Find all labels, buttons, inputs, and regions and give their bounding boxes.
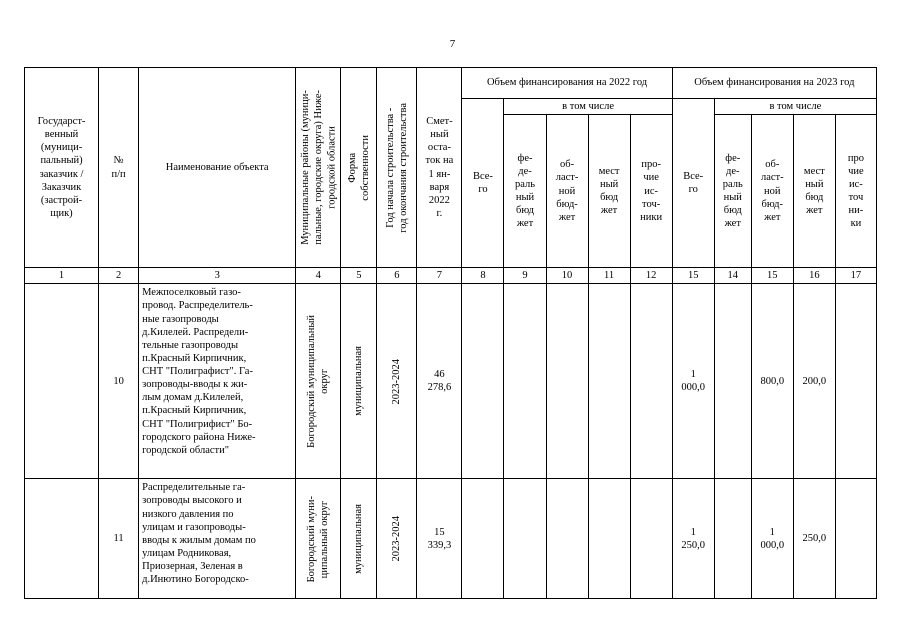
table-row [25,479,877,599]
row-2023-local: 250,0 [793,479,835,599]
column-number: 3 [139,268,296,284]
row-object-name: Межпоселковый газо- провод. Распределитель- ные газопроводы д.Килелей. Распредели- тельные газопроводы п.Красный Кирпичник, СНТ "Полиграфист". Га- зопроводы-вводы к жи- лым домам д.Килелей, п.Красный Кирпичник, СНТ "Полигрифист" Бо- городского района Ниже- городской области" [139,284,296,479]
row-2023-other [835,284,876,479]
row-2023-federal [714,479,751,599]
column-number: 16 [793,268,835,284]
header-total-2023: Все- го [672,99,714,268]
column-number: 7 [417,268,462,284]
financing-table [24,67,877,599]
column-number: 5 [341,268,377,284]
header-regional-2022: об- ласт- ной бюд- жет [546,115,588,268]
header-balance: Смет- ный оста- ток на 1 ян- варя 2022 г. [417,68,462,268]
row-object-name: Распределительные га- зопроводы высокого и низкого давления по улицам и газопроводы- вводы к жилым домам по улицам Родниковая, Приозерная, Зеленая в д.Инютино Богородско- [139,479,296,599]
header-object-name: Наименование объекта [139,68,296,268]
row-ownership: муниципальная [341,284,377,479]
row-district: Богородский муни- ципальный округ [296,479,341,599]
row-balance: 46 278,6 [417,284,462,479]
row-years: 2023-2024 [377,479,417,599]
column-number: 2 [99,268,139,284]
header-federal-2022: фе- де- раль ный бюд жет [504,115,546,268]
column-number: 9 [504,268,546,284]
table-row [25,284,877,479]
header-num: № п/п [99,68,139,268]
row-years: 2023-2024 [377,284,417,479]
row-num: 10 [99,284,139,479]
row-balance: 15 339,3 [417,479,462,599]
column-number: 14 [714,268,751,284]
row-2022-federal [504,284,546,479]
column-number: 4 [296,268,341,284]
page-number: 7 [449,38,456,50]
row-customer [25,284,99,479]
row-2022-other [630,479,672,599]
header-fin-2023: Объем финансирования на 2023 год [672,68,876,99]
header-federal-2023: фе- де- раль ный бюд жет [714,115,751,268]
header-including-2023: в том числе [714,99,876,115]
row-2022-local [588,284,630,479]
column-number: 15 [672,268,714,284]
header-regional-2023: об- ласт- ной бюд- жет [751,115,793,268]
row-2022-total [462,479,504,599]
column-number: 15 [751,268,793,284]
header-fin-2022: Объем финансирования на 2022 год [462,68,672,99]
row-2022-federal [504,479,546,599]
header-years: Год начала строительства - год окончания строительства [377,68,417,268]
row-2023-regional: 800,0 [751,284,793,479]
header-including-2022: в том числе [504,99,672,115]
row-2023-federal [714,284,751,479]
column-number: 8 [462,268,504,284]
row-2022-regional [546,284,588,479]
header-total-2022: Все- го [462,99,504,268]
header-local-2022: мест ный бюд жет [588,115,630,268]
row-num: 11 [99,479,139,599]
column-number: 6 [377,268,417,284]
column-number: 11 [588,268,630,284]
header-districts: Муниципальные районы (муници- пальные, городские округа) Ниже- городской области [296,68,341,268]
row-2022-local [588,479,630,599]
row-2023-regional: 1 000,0 [751,479,793,599]
row-2023-other [835,479,876,599]
row-2022-total [462,284,504,479]
row-2022-regional [546,479,588,599]
header-customer: Государст- венный (муници- пальный) заказчик / Заказчик (застрой- щик) [25,68,99,268]
row-customer [25,479,99,599]
header-ownership: Форма собственности [341,68,377,268]
column-number: 10 [546,268,588,284]
column-numbers-row [25,268,877,284]
row-2023-total: 1 000,0 [672,284,714,479]
row-2023-local: 200,0 [793,284,835,479]
row-2022-other [630,284,672,479]
header-other-2023: про чие ис- точ ни- ки [835,115,876,268]
row-2023-total: 1 250,0 [672,479,714,599]
header-other-2022: про- чие ис- точ- ники [630,115,672,268]
row-ownership: муниципальная [341,479,377,599]
column-number: 12 [630,268,672,284]
column-number: 17 [835,268,876,284]
row-district: Богородский муниципальный округ [296,284,341,479]
column-number: 1 [25,268,99,284]
header-local-2023: мест ный бюд жет [793,115,835,268]
